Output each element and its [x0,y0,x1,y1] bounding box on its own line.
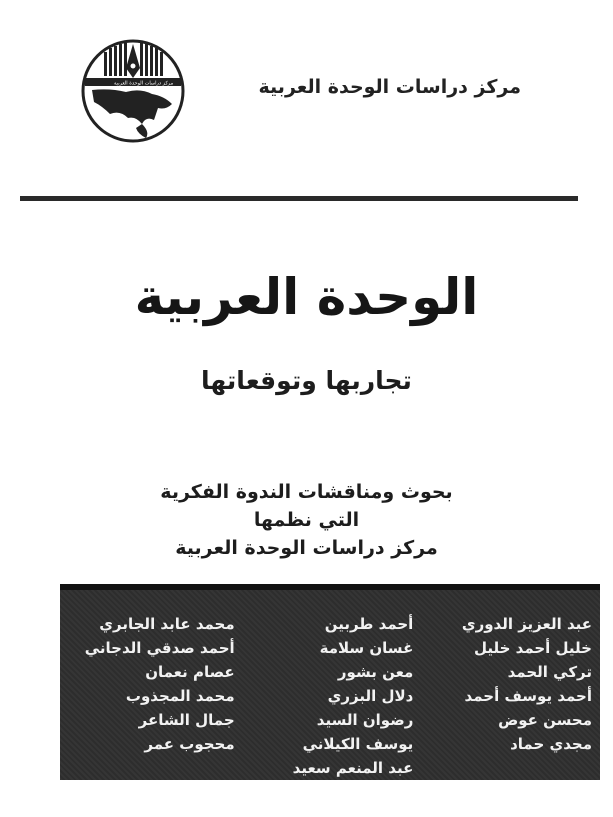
author-name: غسان سلامة [319,639,414,657]
description-line: بحوث ومناقشات الندوة الفكرية [160,481,453,503]
arab-world-map-pen-icon [80,38,186,144]
author-name: خليل أحمد خليل [473,639,592,657]
author-name: رضوان السيد [316,711,414,729]
author-name: أحمد طربين [324,615,414,633]
description-line: التي نظمها [253,509,360,531]
authors-columns [60,612,596,782]
authors-column-1 [417,612,596,782]
logo-caption: مركز دراسات الوحدة العربية [114,80,174,87]
author-name: محجوب عمر [144,735,235,753]
book-subtitle: تجاربها وتوقعاتها [201,366,412,395]
author-name: تركي الحمد [507,663,592,681]
author-name: عبد العزيز الدوري [461,615,592,633]
author-name: معن بشور [337,663,414,681]
author-name: عبد المنعم سعيد [292,759,414,777]
cover-header [0,38,613,148]
book-title: الوحدة العربية [134,268,479,326]
authors-column-3 [60,612,239,782]
author-name: جمال الشاعر [138,711,235,729]
author-name: يوسف الكيلاني [302,735,414,753]
description-line: مركز دراسات الوحدة العربية [175,537,438,559]
authors-column-2 [239,612,418,782]
publisher-name: مركز دراسات الوحدة العربية [258,76,521,98]
header-divider [20,196,578,201]
author-name: محسن عوض [498,711,592,729]
author-name: محمد عابد الجابري [99,615,235,633]
book-description [0,478,613,562]
author-name: عصام نعمان [145,663,235,681]
author-name: دلال البزري [327,687,414,705]
author-name: محمد المجذوب [125,687,235,705]
author-name: أحمد يوسف أحمد [464,687,592,705]
author-name: أحمد صدقي الدجاني [84,639,235,657]
author-name: مجدي حماد [510,735,592,753]
